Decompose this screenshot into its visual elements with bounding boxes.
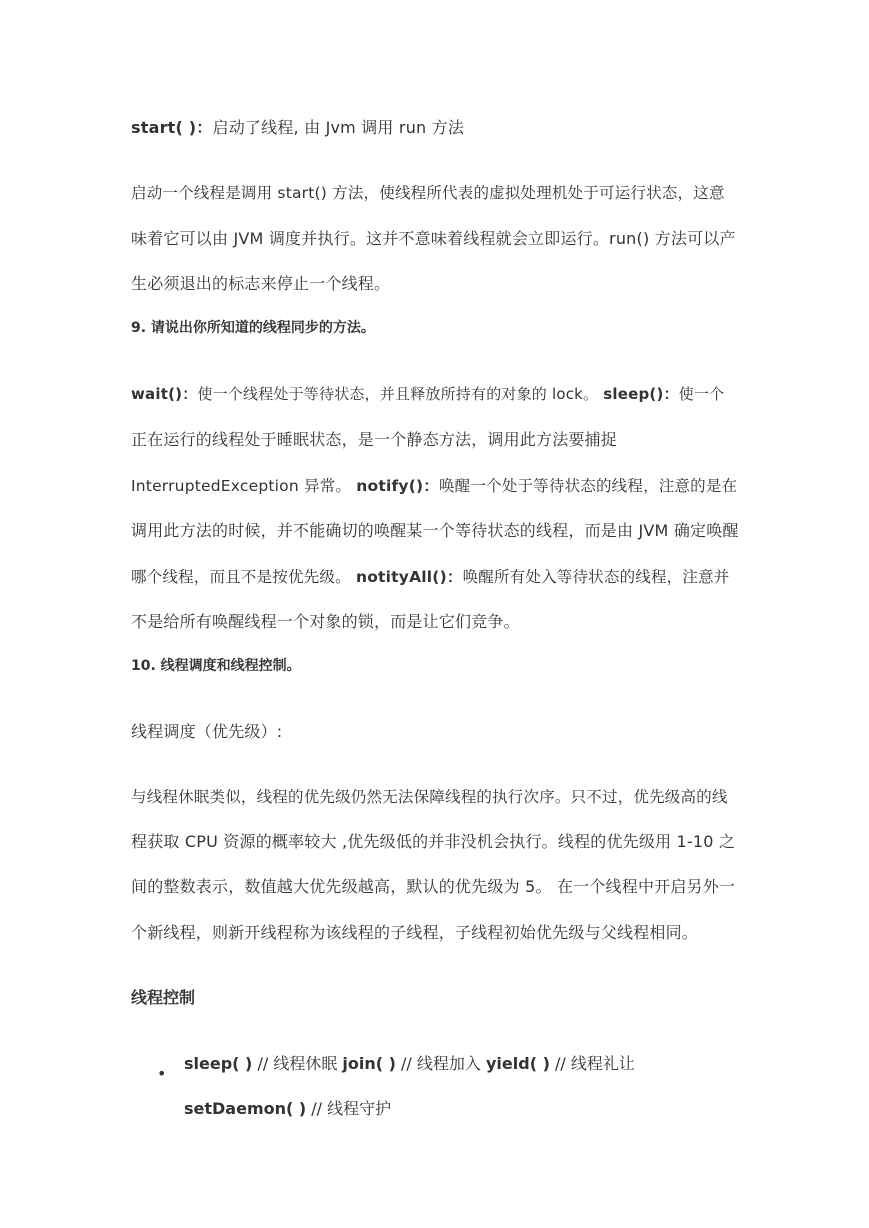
bullet-item-line-1 — [184, 1053, 635, 1075]
q9-line-1 — [131, 383, 741, 405]
paragraph-text: 不是给所有唤醒线程一个对象的锁，而是让它们竞争。 — [131, 612, 520, 631]
paragraph-text: 个新线程，则新开线程称为该线程的子线程，子线程初始优先级与父线程相同。 — [131, 923, 699, 942]
q9-line-2 — [131, 429, 741, 451]
paragraph-text: 程获取 CPU 资源的概率较大 ,优先级低的并非没机会执行。线程的优先级用 1-10 之 — [131, 832, 736, 851]
setdaemon-method-name: setDaemon( ) — [184, 1099, 307, 1118]
q10-para-line-3 — [131, 876, 741, 898]
sleep-method-name: sleep( ) — [184, 1054, 253, 1073]
q9-line-5 — [131, 566, 741, 588]
question-9-heading: 9. 请说出你所知道的线程同步的方法。 — [131, 320, 375, 336]
start-para-line-1 — [131, 182, 741, 204]
start-method-title — [131, 117, 741, 139]
paragraph-text: // 线程休眠 — [252, 1054, 343, 1073]
q10-para-line-1 — [131, 786, 741, 808]
paragraph-text: 唤醒一个处于等待状态的线程，注意的是在 — [438, 477, 738, 495]
bullet-item-line-2 — [184, 1098, 391, 1120]
scheduling-label — [131, 721, 741, 743]
start-method-desc: 启动了线程, 由 Jvm 调用 run 方法 — [212, 118, 465, 137]
q9-line-3 — [131, 475, 741, 497]
q10-para-line-2 — [131, 831, 741, 853]
start-method-name: start( )： — [131, 118, 213, 137]
paragraph-text: 生必须退出的标志来停止一个线程。 — [131, 274, 391, 293]
question-10-heading: 10. 线程调度和线程控制。 — [131, 658, 301, 674]
paragraph-text: 使一个线程处于等待状态，并且释放所持有的对象的 lock。 — [197, 385, 599, 403]
paragraph-text: // 线程加入 — [395, 1054, 486, 1073]
paragraph-text: 哪个线程，而且不是按优先级。 — [131, 568, 351, 586]
paragraph-text: InterruptedException 异常。 — [131, 477, 352, 495]
paragraph-text: 调用此方法的时候，并不能确切的唤醒某一个等待状态的线程，而是由 JVM 确定唤醒 — [131, 521, 739, 540]
wait-method-name: wait()： — [131, 385, 198, 403]
q9-line-4 — [131, 520, 741, 542]
thread-control-heading: 线程控制 — [131, 988, 196, 1007]
paragraph-text: // 线程守护 — [306, 1099, 392, 1118]
yield-method-name: yield( ) — [486, 1054, 550, 1073]
join-method-name: join( ) — [342, 1054, 396, 1073]
paragraph-text: 味着它可以由 JVM 调度并执行。这并不意味着线程就会立即运行。run() 方法可以产 — [131, 229, 736, 248]
bullet-icon: • — [157, 1064, 167, 1083]
start-para-line-3 — [131, 273, 741, 295]
paragraph-text: 间的整数表示，数值越大优先级越高，默认的优先级为 5。 在一个线程中开启另外一 — [131, 877, 736, 896]
start-para-line-2 — [131, 228, 741, 250]
paragraph-text: // 线程礼让 — [549, 1054, 635, 1073]
paragraph-text: 与线程休眠类似，线程的优先级仍然无法保障线程的执行次序。只不过，优先级高的线 — [131, 788, 728, 806]
notify-method-name: notify()： — [356, 477, 439, 495]
notifyall-method-name: notityAll()： — [355, 568, 463, 586]
paragraph-text: 线程调度（优先级）: — [131, 722, 283, 741]
sleep-method-name: sleep()： — [603, 385, 679, 403]
q10-para-line-4 — [131, 922, 741, 944]
paragraph-text: 正在运行的线程处于睡眠状态，是一个静态方法，调用此方法要捕捉 — [131, 430, 618, 449]
paragraph-text: 唤醒所有处入等待状态的线程，注意并 — [462, 568, 730, 586]
paragraph-text: 启动一个线程是调用 start() 方法，使线程所代表的虚拟处理机处于可运行状态，这意 — [131, 184, 725, 202]
q9-line-6 — [131, 611, 741, 633]
paragraph-text: 使一个 — [678, 385, 725, 403]
